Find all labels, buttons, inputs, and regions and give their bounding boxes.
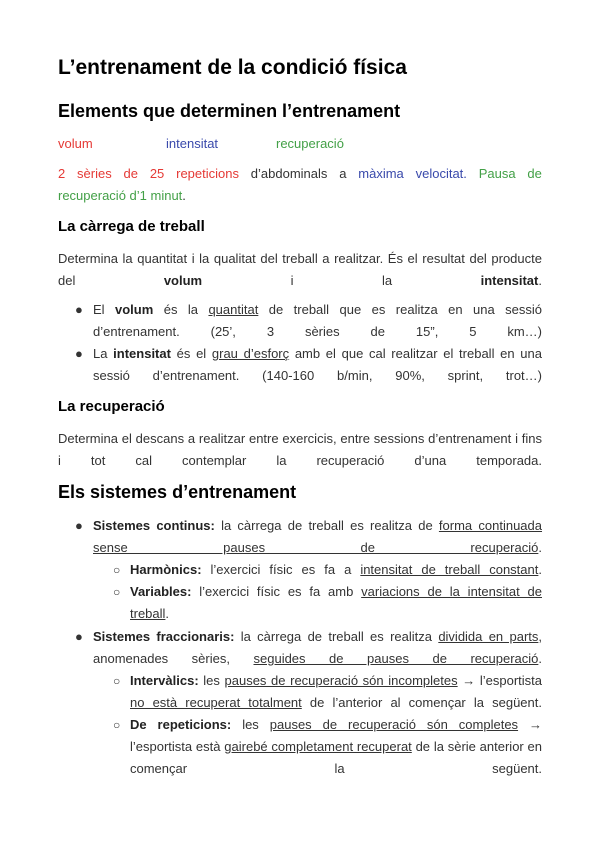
underlined-text: pauses de recuperació són completes [269,717,519,732]
underlined-text: dividida en parts [438,629,539,644]
example-word: sèries [77,166,112,181]
sub-bullet-repeticions [130,714,542,802]
legend-recuperacio: recuperació [276,136,344,151]
bold-volum: volum [115,302,154,317]
section-heading-recuperacio: La recuperació [58,398,165,415]
text: . [538,540,542,555]
text: . [538,651,542,666]
bullet-dot: ● [75,346,83,361]
text: Determina la quantitat i la qualitat del treball a realitzar. És el resultat del producte del [58,251,542,288]
recuperacio-paragraph: Determina el descans a realitzar entre exercicis, entre sessions d’entrenament i fins i tot cal contemplar la recuperació d’una temporada. [58,431,542,468]
example-word: 2 [58,166,66,181]
text: és la [153,302,209,317]
bold-intensitat: intensitat [480,273,539,288]
bullet-dot: ● [75,302,83,317]
text: la càrrega de treball es realitza [234,629,439,644]
underlined-quantitat: quantitat [208,302,259,317]
label-variables: Variables: [130,584,192,599]
circle-bullet: ○ [113,718,121,732]
underlined-text: forma continuada sense pauses de recuperació [93,518,543,555]
text: → l’esportista [457,673,542,688]
label-intervalics: Intervàlics: [130,673,199,688]
legend-volum: volum [58,136,93,151]
section-heading-carrega: La càrrega de treball [58,218,205,235]
legend-intensitat: intensitat [166,136,219,151]
example-word: 25 [149,166,165,181]
underlined-text: no està recuperat totalment [130,695,302,710]
example-word: de [123,166,139,181]
text: és el [170,346,212,361]
text: l’exercici físic es fa a [201,562,361,577]
text: de la sèrie anterior en començar la següent. [130,739,543,776]
bullet-dot: ● [75,629,83,644]
example-word: repeticions [176,166,239,181]
example-word: de [527,166,542,181]
label-harmonics: Harmònics: [130,562,202,577]
underlined-text: seguides de pauses de recuperació [253,651,539,666]
text: les [198,673,225,688]
text: . [165,606,170,621]
section-heading-elements: Elements que determinen l’entrenament [58,101,401,121]
label-repeticions: De repeticions: [130,717,232,732]
text: . [538,273,542,288]
text: les [231,717,270,732]
example-word: velocitat. [415,166,467,181]
underlined-grau: grau d’esforç [211,346,290,361]
bullet-dot: ● [75,518,83,533]
circle-bullet: ○ [113,563,121,577]
underlined-text: pauses de recuperació són incompletes [224,673,458,688]
page-title: L’entrenament de la condició física [58,56,407,79]
text: l’exercici físic es fa amb [191,584,362,599]
text: i la [202,273,481,288]
underlined-text: intensitat de treball constant [360,562,539,577]
text: , anomenades sèries, [93,629,543,666]
circle-bullet: ○ [113,674,121,688]
circle-bullet: ○ [113,585,121,599]
bold-intensitat: intensitat [113,346,171,361]
text: . [538,562,542,577]
label-fraccionaris: Sistemes fraccionaris: [93,629,235,644]
example-recovery: recuperació d’1 minut [58,188,183,203]
example-word: a [339,166,347,181]
text: → l’esportista està [130,717,543,754]
text: La [93,346,114,361]
text: amb el que cal realitzar el treball en una sessió d’entrenament. (140-160 b/min, 90%, sprint, trot…) [93,346,542,383]
text: El [93,302,115,317]
underlined-text: variacions de la intensitat de treball [130,584,542,621]
example-word: d’abdominals [250,166,328,181]
text: la càrrega de treball es realitza de [214,518,439,533]
text: de treball que es realitza en una sessió d’entrenament. (25’, 3 sèries de 15”, 5 km…) [93,302,542,339]
bold-volum: volum [163,273,203,288]
underlined-text: gairebé completament recuperat [224,739,412,754]
example-word: màxima [358,166,404,181]
section-heading-sistemes: Els sistemes d’entrenament [58,482,297,502]
example-word: Pausa [478,166,516,181]
example-period: . [182,188,186,203]
example-line-2 [58,185,186,207]
text: de l’anterior al començar la següent. [301,695,542,710]
example-line-1 [58,163,542,185]
label-continus: Sistemes continus: [93,518,215,533]
